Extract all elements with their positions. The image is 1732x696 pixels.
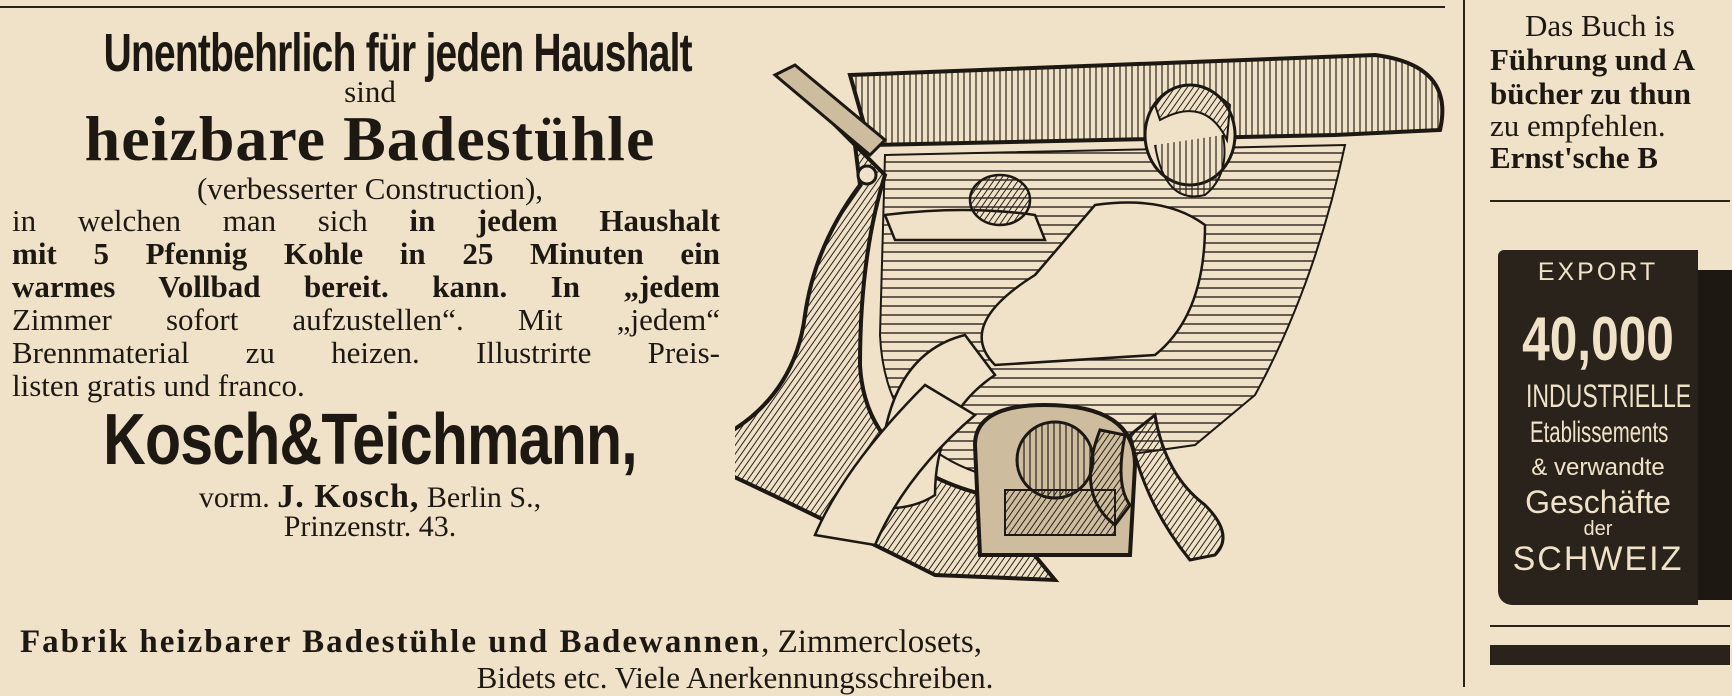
company-name: Kosch&Teichmann, <box>103 400 637 480</box>
right-text-line: zu empfehlen. <box>1490 108 1666 143</box>
right-text-line: bücher zu thun <box>1490 76 1691 111</box>
headline-heated-bath-chairs: heizbare Badestühle <box>84 103 656 174</box>
book-line: & verwandte <box>1531 454 1665 481</box>
heavy-rule <box>1490 645 1730 665</box>
book-line: Etablissements <box>1530 416 1669 449</box>
bath-chair-advertisement <box>0 12 740 542</box>
bidets-line: Bidets etc. Viele Anerkennungsschreiben. <box>476 660 994 695</box>
book-line: der <box>1583 518 1613 540</box>
section-rule <box>1490 200 1730 202</box>
ad-body-text <box>0 204 740 402</box>
right-text-line: Ernst'sche B <box>1490 140 1658 175</box>
export-book-illustration <box>1498 240 1728 610</box>
bath-chair-illustration <box>735 35 1455 605</box>
book-cover <box>1698 270 1732 600</box>
book-line: Geschäfte <box>1525 484 1671 520</box>
headline-sind: sind <box>344 74 396 109</box>
column-rule <box>1463 0 1465 687</box>
body-line: listen gratis und franco. <box>12 368 305 403</box>
right-text-line: Das Buch is <box>1525 8 1675 43</box>
book-number: 40,000 <box>1522 305 1674 374</box>
book-top: EXPORT <box>1537 258 1659 286</box>
section-rule <box>1490 625 1730 627</box>
book-line: SCHWEIZ <box>1512 540 1684 578</box>
body-line: mit 5 Pfennig Kohle in 25 Minuten ein <box>12 236 720 271</box>
address: Prinzenstr. 43. <box>283 510 457 543</box>
body-line: Zimmer sofort aufzustellen“. Mit „jedem“ <box>12 302 720 337</box>
body-line: in welchen man sich in jedem Haushalt <box>12 203 720 238</box>
headline-construction: (verbesserter Construction), <box>196 171 544 206</box>
fabrik-line: Fabrik heizbarer Badestühle und Badewannen, Zimmerclosets, <box>20 624 982 660</box>
top-rule <box>0 6 1445 8</box>
body-line: Brennmaterial zu heizen. Illustrirte Preis- <box>12 335 720 370</box>
right-column <box>1470 0 1732 687</box>
body-line: warmes Vollbad bereit. kann. In „jedem <box>12 269 720 304</box>
formerly-line: vorm. J. Kosch, Berlin S., <box>198 478 542 515</box>
book-line: INDUSTRIELLE <box>1526 378 1692 414</box>
right-text-line: Führung und A <box>1490 42 1696 77</box>
headline-indispensable: Unentbehrlich für jeden Haushalt <box>103 23 692 83</box>
